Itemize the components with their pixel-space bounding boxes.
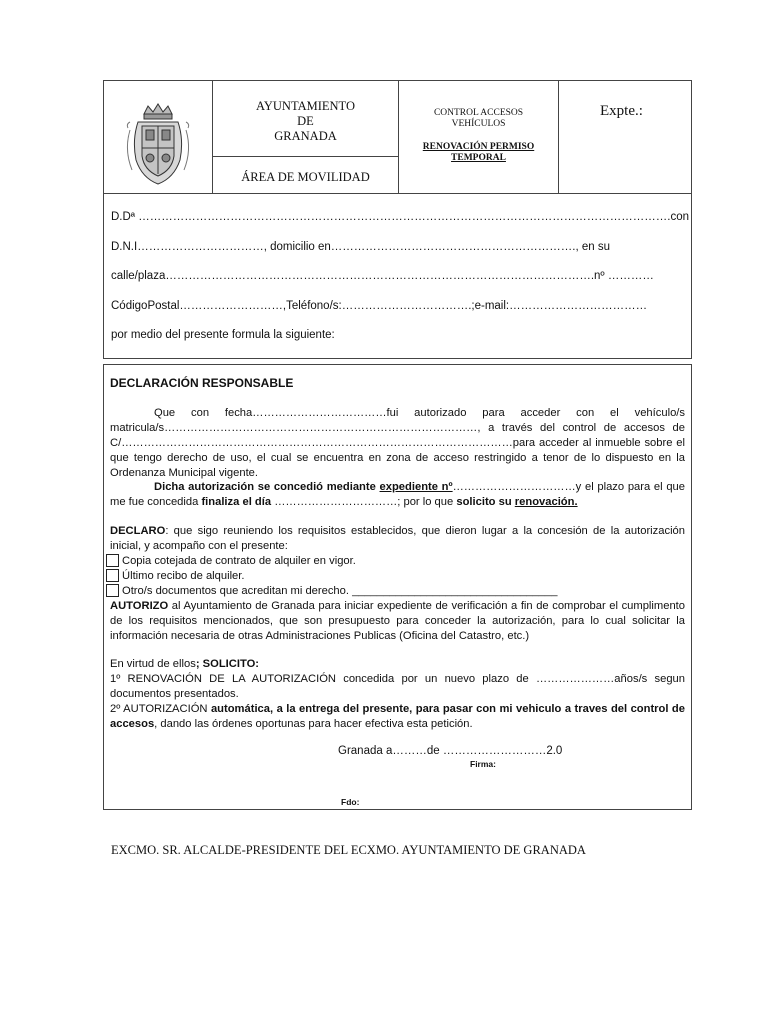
request-intro [110,657,685,672]
org-name [213,99,398,144]
place-date-field: Granada a………de ………………………2.0 [338,745,563,757]
checklist-item [110,569,685,584]
service-label [399,108,558,130]
signed-by-label: Fdo: [341,797,360,807]
header-divider [212,156,398,157]
applicant-contact-field: CódigoPostal………………………,Teléfono/s:…………………………….;e-mail:……………………………… [111,300,648,312]
header-divider [558,80,559,194]
department-label: ÁREA DE MOVILIDAD [241,170,370,184]
applicant-dni-field: D.N.I……………………………, domicilio en………………………………………………………., en su [111,241,611,253]
org-line: DE [297,114,314,128]
authorization-paragraph [110,480,685,510]
request-option-1: 1º RENOVACIÓN DE LA AUTORIZACIÓN concedida por un nuevo plazo de …………………años/s segun documentos presentados. [110,673,685,700]
checkbox[interactable] [106,554,119,567]
autorizo-paragraph [110,599,685,644]
applicant-street-field: calle/plaza………………………………………………………………………………………………….nº ………… [111,270,654,282]
paragraph-bold: finaliza el día [201,496,272,508]
paragraph-text: : que sigo reuniendo los requisitos establecidos, que dieron lugar a la concesión de la autorización inicial, y acompaño con el presente: [110,525,685,552]
checkbox[interactable] [106,569,119,582]
checkbox[interactable] [106,584,119,597]
solicito-label: ; SOLICITO: [195,658,260,670]
declaro-label: DECLARO [110,525,166,537]
org-line: AYUNTAMIENTO [256,99,355,113]
request-option-2 [110,702,685,732]
org-line: GRANADA [274,129,337,143]
paragraph-bold: Dicha autorización se concedió mediante [154,481,376,493]
procedure-label [399,142,558,164]
applicant-intro-text: por medio del presente formula la siguiente: [111,329,335,341]
document-checklist [110,554,685,599]
procedure-line: RENOVACIÓN PERMISO [422,142,535,152]
paragraph-text: En virtud de ellos [110,658,196,670]
checkbox-label: Último recibo de alquiler. [122,570,245,582]
autorizo-label: AUTORIZO [110,600,169,612]
paragraph-text: ……………………………; por lo que [274,496,454,508]
paragraph-bold: solicito su [456,496,512,508]
paragraph-bold-underlined: renovación. [514,496,578,508]
paragraph-text: , dando las órdenes oportunas para hacer efectiva esta petición. [154,718,473,730]
paragraph-text: 2º AUTORIZACIÓN [110,703,211,715]
paragraph-text: al Ayuntamiento de Granada para iniciar expediente de verificación a fin de comprobar el cumplimento de los requisitos mencionados, que son presupuesto para conceder la autorización, para lo cual solicitar la información necesaria de otras Administraciones Publicas (Oficina del Catastro, etc.) [110,600,685,642]
procedure-line: TEMPORAL [451,153,506,163]
service-line: CONTROL ACCESOS [433,108,524,118]
declaration-paragraph: Que con fecha………………………………fui autorizado para acceder con el vehículo/s matricula/s…………………………………………………………………………, a través del control de accesos de C/……………………………………………………………………………………………para acceder al inmueble sobre el que tengo derecho de uso, el cual se encuentra en zona de acceso restringido a tenor de lo dispuesto en la Ordenanza Municipal vigente. [110,407,685,479]
service-line: VEHÍCULOS [451,119,506,129]
paragraph-bold: automática, a la entrega del presente, para pasar con mi vehiculo a traves del control de accesos [110,703,685,730]
addressee-line: EXCMO. SR. ALCALDE-PRESIDENTE DEL ECXMO. AYUNTAMIENTO DE GRANADA [111,843,586,857]
declaro-paragraph [110,524,685,554]
paragraph-bold-underlined: expediente nº [379,481,453,493]
checkbox-label: Copia cotejada de contrato de alquiler en vigor. [122,555,356,567]
declaration-title: DECLARACIÓN RESPONSABLE [110,376,294,390]
checklist-item [110,554,685,569]
expte-label: Expte.: [600,103,643,119]
applicant-name-field: D.Dª ………………………………………………………………………………………………………………………….con [111,211,689,223]
granada-coat-of-arms-icon [122,100,194,188]
header-divider [398,80,399,194]
paragraph-text: ……………………………y el plazo para el que me fue concedida [110,481,685,508]
checklist-item [110,584,685,599]
signature-label: Firma: [470,759,496,769]
checkbox-label: Otro/s documentos que acreditan mi derecho. _________________________________ [122,585,558,597]
